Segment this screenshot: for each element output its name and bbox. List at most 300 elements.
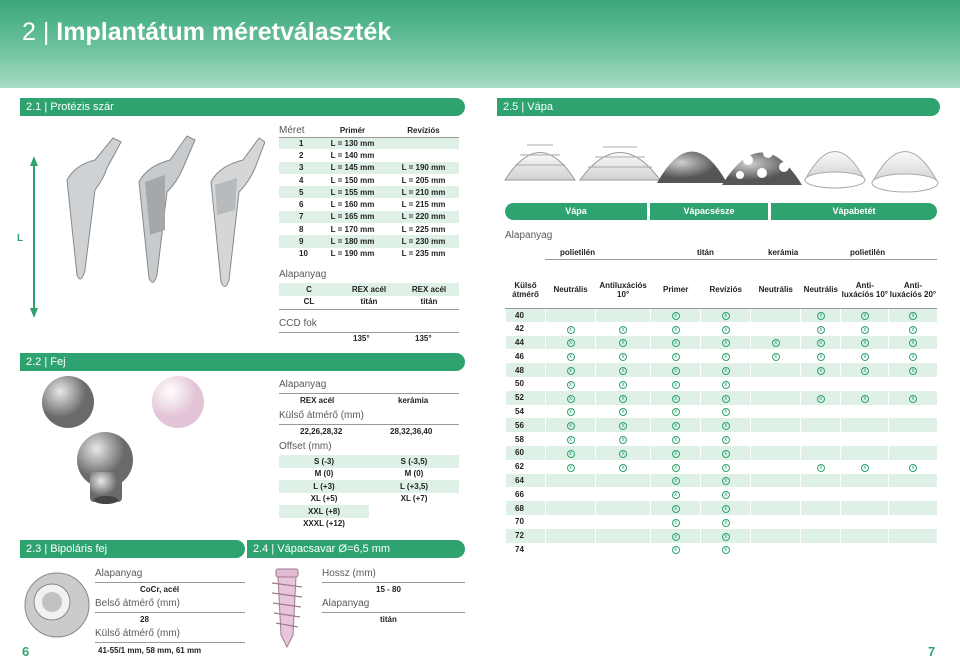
section-bar-cup: 2.5 | Vápa bbox=[497, 98, 940, 116]
cup-availability-cell bbox=[841, 446, 889, 460]
stem-size-cell: L = 190 mm bbox=[388, 162, 459, 174]
stem-size-row bbox=[279, 198, 459, 210]
offset-cell: L (+3,5) bbox=[369, 480, 459, 493]
cup-availability-cell bbox=[651, 349, 701, 363]
stem-material-row bbox=[279, 283, 459, 296]
cup-size-row bbox=[506, 529, 938, 543]
offset-row bbox=[279, 505, 459, 518]
available-mark-icon: x bbox=[722, 353, 730, 361]
available-mark-icon: x bbox=[619, 450, 627, 458]
stem-size-cell: L = 160 mm bbox=[330, 200, 375, 210]
revision-header: Revíziós bbox=[388, 124, 459, 137]
cup-availability-cell bbox=[889, 405, 937, 419]
cup-availability-cell bbox=[546, 405, 596, 419]
cup-diameter: 54 bbox=[506, 405, 546, 419]
available-mark-icon: x bbox=[672, 312, 680, 320]
cup-availability-cell bbox=[546, 377, 596, 391]
cup-diameter: 68 bbox=[506, 501, 546, 515]
cup-diameter: 46 bbox=[506, 349, 546, 363]
cup-availability-cell bbox=[546, 363, 596, 377]
bipolar-material: CoCr, acél bbox=[140, 585, 180, 594]
bipolar-material-label: Alapanyag bbox=[95, 568, 143, 579]
stem-size-cell: 7 bbox=[279, 211, 317, 223]
stem-size-cell: 3 bbox=[279, 162, 317, 174]
stem-size-cell: L = 165 mm bbox=[317, 211, 388, 223]
cup-availability-cell bbox=[596, 501, 651, 515]
bipolar-inner: 28 bbox=[140, 615, 149, 624]
cup-availability-cell bbox=[801, 501, 841, 515]
stem-size-cell: 8 bbox=[299, 224, 304, 234]
group-liner: Vápabetét bbox=[771, 203, 937, 220]
cup-availability-cell bbox=[801, 446, 841, 460]
head-diam-1: 22,26,28,32 bbox=[300, 427, 343, 436]
cup-availability-cell bbox=[889, 543, 937, 557]
cup-availability-cell bbox=[546, 391, 596, 405]
cup-availability-cell bbox=[546, 322, 596, 336]
stem-material-cell: CL bbox=[303, 297, 315, 307]
cup-diameter: 60 bbox=[506, 446, 546, 460]
available-mark-icon: x bbox=[909, 464, 917, 472]
cup-availability-cell bbox=[841, 515, 889, 529]
stem-size-table bbox=[279, 124, 459, 260]
available-mark-icon: x bbox=[567, 381, 575, 389]
head-diam-label: Külső átmérő (mm) bbox=[279, 410, 365, 421]
available-mark-icon: x bbox=[619, 353, 627, 361]
cup-material-2: titán bbox=[697, 248, 714, 257]
cup-availability-cell bbox=[596, 432, 651, 446]
stem-illustration bbox=[15, 120, 265, 320]
stem-size-cell: L = 235 mm bbox=[401, 249, 446, 259]
cup-availability-cell bbox=[546, 432, 596, 446]
stem-size-cell bbox=[388, 137, 459, 149]
cup-availability-cell bbox=[546, 501, 596, 515]
stem-size-row bbox=[279, 174, 459, 186]
cup-size-row bbox=[506, 377, 938, 391]
stem-size-cell: L = 140 mm bbox=[330, 150, 375, 160]
cup-size-row bbox=[506, 349, 938, 363]
cup-availability-cell bbox=[651, 474, 701, 488]
cup-column-header: Neutrális bbox=[546, 272, 596, 308]
cup-availability-cell bbox=[801, 308, 841, 322]
cup-availability-cell bbox=[889, 391, 937, 405]
stem-size-cell: 4 bbox=[299, 175, 304, 185]
cup-column-header: Neutrális bbox=[801, 272, 841, 308]
available-mark-icon: x bbox=[722, 422, 730, 430]
section-bar-stem: 2.1 | Protézis szár bbox=[20, 98, 465, 116]
offset-row bbox=[279, 493, 459, 506]
cup-availability-cell bbox=[841, 377, 889, 391]
stem-size-row bbox=[279, 149, 459, 161]
cup-availability-cell bbox=[701, 322, 751, 336]
cup-availability-cell bbox=[889, 432, 937, 446]
cup-availability-cell bbox=[801, 391, 841, 405]
cup-availability-cell bbox=[751, 405, 801, 419]
offset-cell bbox=[369, 505, 459, 518]
available-mark-icon: x bbox=[672, 326, 680, 334]
offset-row bbox=[279, 468, 459, 481]
cup-diameter: 74 bbox=[506, 543, 546, 557]
cup-availability-cell bbox=[596, 336, 651, 350]
available-mark-icon: x bbox=[672, 422, 680, 430]
available-mark-icon: x bbox=[772, 353, 780, 361]
cup-availability-cell bbox=[596, 363, 651, 377]
cup-availability-cell bbox=[701, 529, 751, 543]
available-mark-icon: x bbox=[861, 339, 869, 347]
available-mark-icon: x bbox=[672, 339, 680, 347]
cup-material-label: Alapanyag bbox=[505, 230, 553, 241]
cup-availability-cell bbox=[546, 543, 596, 557]
cup-availability-cell bbox=[889, 515, 937, 529]
cup-column-header: Primer bbox=[651, 272, 701, 308]
available-mark-icon: x bbox=[672, 395, 680, 403]
available-mark-icon: x bbox=[817, 367, 825, 375]
stem-size-cell: L = 170 mm bbox=[330, 224, 375, 234]
stem-size-row bbox=[279, 248, 459, 260]
cup-availability-cell bbox=[596, 543, 651, 557]
cup-availability-cell bbox=[841, 322, 889, 336]
offset-cell: S (-3) bbox=[279, 455, 369, 468]
cup-availability-cell bbox=[841, 487, 889, 501]
cup-availability-cell bbox=[889, 474, 937, 488]
cup-diameter: 40 bbox=[506, 308, 546, 322]
cup-availability-cell bbox=[701, 349, 751, 363]
stem-material-table bbox=[279, 283, 459, 308]
cup-availability-cell bbox=[651, 460, 701, 474]
stem-size-cell: L = 180 mm bbox=[317, 235, 388, 247]
screw-material: titán bbox=[380, 615, 397, 624]
cup-availability-cell bbox=[596, 515, 651, 529]
head-diam-2: 28,32,36,40 bbox=[390, 427, 433, 436]
stem-size-cell bbox=[388, 149, 459, 161]
offset-label: Offset (mm) bbox=[279, 441, 332, 452]
cup-availability-cell bbox=[751, 391, 801, 405]
cup-availability-cell bbox=[889, 322, 937, 336]
cup-diameter: 50 bbox=[506, 377, 546, 391]
cup-availability-cell bbox=[596, 460, 651, 474]
cup-availability-cell bbox=[841, 363, 889, 377]
cup-availability-cell bbox=[651, 446, 701, 460]
cup-availability-cell bbox=[841, 391, 889, 405]
cup-availability-cell bbox=[546, 460, 596, 474]
offset-cell: S (-3,5) bbox=[369, 455, 459, 468]
cup-availability-cell bbox=[651, 515, 701, 529]
page-title: 2 | Implantátum méretválaszték bbox=[22, 18, 392, 46]
stem-size-cell: L = 205 mm bbox=[401, 175, 446, 185]
available-mark-icon: x bbox=[722, 339, 730, 347]
cup-availability-cell bbox=[596, 405, 651, 419]
cup-availability-cell bbox=[801, 349, 841, 363]
cup-size-row bbox=[506, 308, 938, 322]
cup-availability-cell bbox=[701, 391, 751, 405]
cup-availability-cell bbox=[651, 391, 701, 405]
cup-availability-cell bbox=[701, 501, 751, 515]
cup-availability-cell bbox=[651, 418, 701, 432]
stem-size-cell: 9 bbox=[279, 235, 317, 247]
available-mark-icon: x bbox=[672, 450, 680, 458]
metal-head bbox=[42, 376, 94, 428]
cup-availability-cell bbox=[701, 308, 751, 322]
cup-availability-cell bbox=[651, 405, 701, 419]
stem-size-row bbox=[279, 235, 459, 247]
stem-2 bbox=[139, 136, 195, 282]
available-mark-icon: x bbox=[861, 326, 869, 334]
cup-availability-cell bbox=[751, 543, 801, 557]
cup-availability-cell bbox=[841, 308, 889, 322]
offset-row bbox=[279, 480, 459, 493]
cup-availability-cell bbox=[841, 474, 889, 488]
available-mark-icon: x bbox=[567, 436, 575, 444]
available-mark-icon: x bbox=[861, 367, 869, 375]
cup-ribbed-1 bbox=[505, 145, 575, 180]
cup-availability-cell bbox=[801, 405, 841, 419]
offset-row bbox=[279, 455, 459, 468]
section-bar-head: 2.2 | Fej bbox=[20, 353, 465, 371]
cup-availability-cell bbox=[801, 377, 841, 391]
cup-availability-cell bbox=[651, 336, 701, 350]
available-mark-icon: x bbox=[619, 436, 627, 444]
cup-availability-cell bbox=[701, 460, 751, 474]
stem-size-cell: 10 bbox=[299, 249, 308, 259]
available-mark-icon: x bbox=[619, 422, 627, 430]
available-mark-icon: x bbox=[722, 533, 730, 541]
cup-availability-cell bbox=[889, 377, 937, 391]
cup-availability-cell bbox=[889, 446, 937, 460]
stem-3 bbox=[211, 138, 265, 287]
cup-availability-cell bbox=[751, 460, 801, 474]
cup-availability-cell bbox=[889, 501, 937, 515]
cup-availability-cell bbox=[596, 418, 651, 432]
head-material-label: Alapanyag bbox=[279, 379, 327, 390]
cup-diameter: 62 bbox=[506, 460, 546, 474]
cup-size-row bbox=[506, 363, 938, 377]
cup-material-row bbox=[545, 245, 937, 260]
stem-size-cell: L = 220 mm bbox=[388, 211, 459, 223]
cup-availability-cell bbox=[546, 474, 596, 488]
available-mark-icon: x bbox=[722, 312, 730, 320]
ccd-value-2: 135° bbox=[415, 334, 432, 343]
available-mark-icon: x bbox=[619, 367, 627, 375]
cup-availability-cell bbox=[596, 377, 651, 391]
offset-cell: XXL (+8) bbox=[279, 505, 369, 518]
cup-availability-cell bbox=[651, 363, 701, 377]
cup-availability-cell bbox=[751, 474, 801, 488]
bipolar-illustration bbox=[22, 568, 92, 643]
cup-diameter: 58 bbox=[506, 432, 546, 446]
cup-availability-cell bbox=[841, 543, 889, 557]
available-mark-icon: x bbox=[722, 408, 730, 416]
available-mark-icon: x bbox=[909, 367, 917, 375]
available-mark-icon: x bbox=[772, 339, 780, 347]
group-shell: Vápacsésze bbox=[650, 203, 768, 220]
available-mark-icon: x bbox=[672, 353, 680, 361]
cup-availability-cell bbox=[701, 432, 751, 446]
available-mark-icon: x bbox=[672, 519, 680, 527]
cup-diameter: 72 bbox=[506, 529, 546, 543]
screw-length: 15 - 80 bbox=[376, 585, 401, 594]
cup-shell-1 bbox=[657, 152, 727, 184]
length-label: L bbox=[17, 233, 24, 244]
cup-availability-cell bbox=[841, 529, 889, 543]
ccd-label: CCD fok bbox=[279, 318, 317, 329]
offset-cell: M (0) bbox=[404, 469, 424, 479]
available-mark-icon: x bbox=[909, 326, 917, 334]
offset-cell: L (+3) bbox=[279, 480, 369, 493]
cup-availability-cell bbox=[801, 474, 841, 488]
cup-availability-cell bbox=[701, 418, 751, 432]
stem-size-row bbox=[279, 162, 459, 174]
available-mark-icon: x bbox=[817, 312, 825, 320]
stem-material-cell: REX acél bbox=[339, 283, 399, 296]
offset-table bbox=[279, 455, 459, 530]
cup-diameter: 64 bbox=[506, 474, 546, 488]
cup-availability-cell bbox=[701, 363, 751, 377]
cup-size-row bbox=[506, 543, 938, 557]
cup-size-row bbox=[506, 322, 938, 336]
available-mark-icon: x bbox=[909, 353, 917, 361]
available-mark-icon: x bbox=[909, 395, 917, 403]
cup-size-row bbox=[506, 474, 938, 488]
available-mark-icon: x bbox=[861, 312, 869, 320]
stem-size-row bbox=[279, 137, 459, 149]
available-mark-icon: x bbox=[722, 477, 730, 485]
ccd-value-1: 135° bbox=[353, 334, 370, 343]
cup-availability-cell bbox=[889, 487, 937, 501]
cup-diameter: 44 bbox=[506, 336, 546, 350]
stem-material-row bbox=[279, 296, 459, 309]
cup-availability-cell bbox=[889, 308, 937, 322]
cup-diameter: 52 bbox=[506, 391, 546, 405]
stem-size-cell: L = 225 mm bbox=[401, 224, 446, 234]
stem-size-cell: L = 190 mm bbox=[330, 249, 375, 259]
available-mark-icon: x bbox=[722, 381, 730, 389]
stem-material-cell: titán bbox=[360, 297, 378, 307]
cup-availability-cell bbox=[651, 501, 701, 515]
arrow-top bbox=[30, 156, 38, 166]
available-mark-icon: x bbox=[619, 339, 627, 347]
cup-availability-cell bbox=[841, 432, 889, 446]
cup-availability-cell bbox=[546, 308, 596, 322]
available-mark-icon: x bbox=[672, 408, 680, 416]
available-mark-icon: x bbox=[672, 491, 680, 499]
cup-size-row bbox=[506, 418, 938, 432]
cup-availability-cell bbox=[751, 349, 801, 363]
page-header bbox=[0, 0, 960, 88]
cup-availability-cell bbox=[751, 336, 801, 350]
cup-availability-cell bbox=[596, 446, 651, 460]
available-mark-icon: x bbox=[722, 519, 730, 527]
available-mark-icon: x bbox=[722, 367, 730, 375]
stem-size-row bbox=[279, 211, 459, 223]
cup-availability-cell bbox=[841, 349, 889, 363]
cup-diameter: 42 bbox=[506, 322, 546, 336]
stem-1 bbox=[67, 138, 121, 279]
screw-material-label: Alapanyag bbox=[322, 598, 370, 609]
cup-availability-cell bbox=[841, 501, 889, 515]
available-mark-icon: x bbox=[619, 381, 627, 389]
group-cup: Vápa bbox=[505, 203, 647, 220]
cup-availability-cell bbox=[751, 308, 801, 322]
cup-availability-cell bbox=[546, 418, 596, 432]
stem-material-cell: C bbox=[279, 283, 339, 296]
cup-availability-cell bbox=[751, 529, 801, 543]
cup-availability-cell bbox=[651, 487, 701, 501]
cup-column-header: Neutrális bbox=[751, 272, 801, 308]
available-mark-icon: x bbox=[722, 436, 730, 444]
cup-availability-cell bbox=[801, 336, 841, 350]
available-mark-icon: x bbox=[619, 326, 627, 334]
cup-availability-cell bbox=[596, 391, 651, 405]
cup-availability-cell bbox=[751, 322, 801, 336]
available-mark-icon: x bbox=[722, 464, 730, 472]
bipolar-outer: 41-55/1 mm, 58 mm, 61 mm bbox=[98, 646, 202, 655]
bipolar-outer-label: Külső átmérő (mm) bbox=[95, 628, 181, 639]
stem-size-cell: 6 bbox=[299, 200, 304, 210]
cup-availability-cell bbox=[801, 543, 841, 557]
cup-availability-cell bbox=[701, 487, 751, 501]
available-mark-icon: x bbox=[672, 381, 680, 389]
offset-cell bbox=[369, 518, 459, 531]
head-material-2: kerámia bbox=[398, 396, 429, 405]
arrow-bottom bbox=[30, 308, 38, 318]
available-mark-icon: x bbox=[567, 395, 575, 403]
bipolar-inner-label: Belső átmérő (mm) bbox=[95, 598, 181, 609]
stem-size-cell: L = 150 mm bbox=[330, 175, 375, 185]
cup-availability-cell bbox=[651, 308, 701, 322]
offset-cell: XXXL (+12) bbox=[303, 519, 345, 529]
cup-availability-cell bbox=[751, 418, 801, 432]
long-neck-head bbox=[77, 432, 133, 504]
cup-availability-cell bbox=[596, 529, 651, 543]
available-mark-icon: x bbox=[722, 450, 730, 458]
available-mark-icon: x bbox=[672, 464, 680, 472]
cup-availability-cell bbox=[596, 322, 651, 336]
available-mark-icon: x bbox=[722, 505, 730, 513]
head-illustration bbox=[30, 372, 220, 507]
cup-availability-cell bbox=[841, 336, 889, 350]
available-mark-icon: x bbox=[722, 395, 730, 403]
section-bar-bipolar: 2.3 | Bipoláris fej bbox=[20, 540, 245, 558]
offset-cell: XL (+5) bbox=[310, 494, 338, 504]
cup-size-row bbox=[506, 432, 938, 446]
cup-size-row bbox=[506, 446, 938, 460]
cup-availability-cell bbox=[651, 322, 701, 336]
available-mark-icon: x bbox=[722, 491, 730, 499]
offset-row bbox=[279, 518, 459, 531]
available-mark-icon: x bbox=[567, 422, 575, 430]
cup-availability-cell bbox=[546, 487, 596, 501]
available-mark-icon: x bbox=[672, 367, 680, 375]
stem-size-cell: L = 215 mm bbox=[401, 200, 446, 210]
cup-availability-cell bbox=[801, 363, 841, 377]
screw-illustration bbox=[262, 565, 312, 650]
cup-size-row bbox=[506, 501, 938, 515]
page-number-right: 7 bbox=[928, 644, 936, 659]
cup-availability-cell bbox=[801, 515, 841, 529]
stem-material-label: Alapanyag bbox=[279, 269, 327, 280]
cup-availability-cell bbox=[701, 377, 751, 391]
available-mark-icon: x bbox=[909, 312, 917, 320]
cup-availability-cell bbox=[801, 487, 841, 501]
cup-availability-cell bbox=[751, 501, 801, 515]
cup-availability-cell bbox=[651, 529, 701, 543]
available-mark-icon: x bbox=[567, 408, 575, 416]
stem-material-cell: titán bbox=[420, 297, 438, 307]
available-mark-icon: x bbox=[672, 505, 680, 513]
available-mark-icon: x bbox=[909, 339, 917, 347]
cup-availability-cell bbox=[596, 487, 651, 501]
cup-size-row bbox=[506, 460, 938, 474]
available-mark-icon: x bbox=[861, 353, 869, 361]
